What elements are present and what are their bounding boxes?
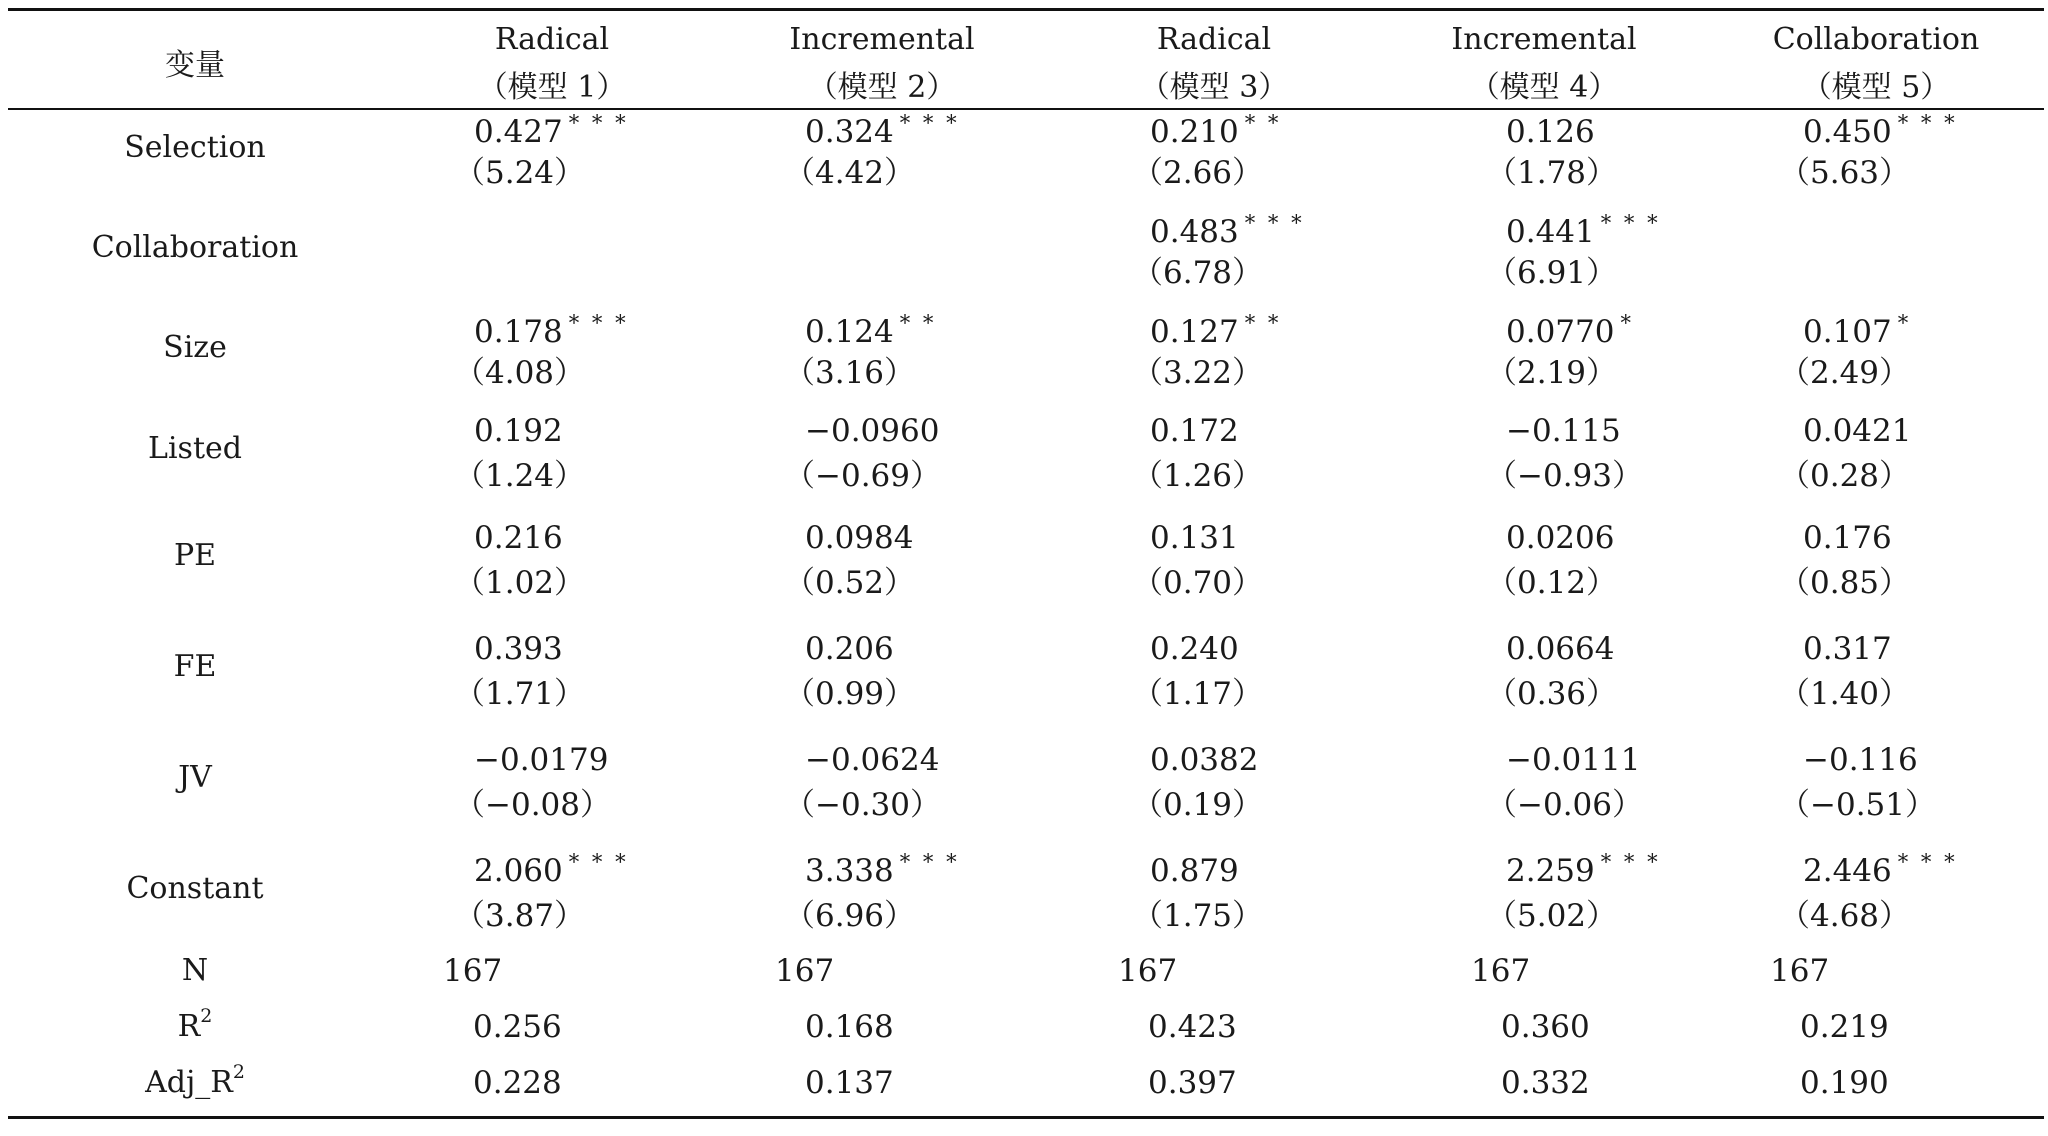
coefficient-cell [1150,404,1245,449]
coefficient-cell [474,305,629,350]
coefficient-cell [805,622,900,667]
coefficient-value: 0.0206 [1506,520,1615,556]
significance-stars: * * * [899,111,960,135]
coefficient-value: 0.176 [1803,520,1892,556]
t-statistic-cell: （−0.93） [1486,458,1643,494]
coefficient-value: 0.441 [1506,214,1595,250]
model-3-label: （模型 3） [1139,70,1289,105]
coefficient-value: 0.240 [1150,631,1239,667]
coefficient-cell [474,622,569,667]
t-statistic-cell: （1.71） [454,676,586,712]
stat-value-cell: 0.168 [805,1009,894,1045]
coefficient-value: 2.259 [1506,853,1595,889]
coefficient-cell [1150,205,1305,250]
coefficient-cell [1803,511,1898,556]
significance-stars: * * * [1897,111,1958,135]
coefficient-cell [1803,844,1958,889]
stat-label [145,1061,245,1101]
model-4-name: Incremental [1451,22,1637,57]
stat-value-cell: 167 [1118,953,1178,989]
t-statistic-cell: （6.91） [1486,255,1618,291]
stat-label-text: N [181,953,209,988]
coefficient-value: 0.427 [474,114,563,150]
coefficient-cell [1506,404,1627,449]
t-statistic-cell: （−0.69） [784,458,941,494]
stat-value-cell: 167 [443,953,503,989]
coefficient-cell [1803,305,1911,350]
coefficient-cell [1803,404,1917,449]
header-rule [8,108,2044,110]
coefficient-value: 0.206 [805,631,894,667]
t-statistic-cell: （1.26） [1132,458,1264,494]
t-statistic-cell: （0.70） [1132,565,1264,601]
t-statistic-cell: （−0.51） [1779,787,1936,823]
coefficient-value: 2.060 [474,853,563,889]
t-statistic-cell: （1.24） [454,458,586,494]
model-5-label: （模型 5） [1801,70,1951,105]
coefficient-value: 0.124 [805,314,894,350]
coefficient-value: 0.0382 [1150,742,1259,778]
coefficient-cell [805,733,945,778]
coefficient-value: 3.338 [805,853,894,889]
row-label: JV [178,760,212,795]
t-statistic-cell: （5.24） [454,155,586,191]
t-statistic-cell: （0.52） [784,565,916,601]
stat-value-cell: 0.360 [1501,1009,1590,1045]
coefficient-cell [805,305,936,350]
coefficient-value: −0.0624 [805,742,940,778]
stat-value-cell: 167 [775,953,835,989]
coefficient-cell [805,105,960,150]
t-statistic-cell: （3.22） [1132,355,1264,391]
coefficient-value: 0.210 [1150,114,1239,150]
significance-stars: * [1620,311,1634,335]
t-statistic-cell: （0.36） [1486,676,1618,712]
coefficient-cell [1150,105,1281,150]
coefficient-cell [1803,733,1924,778]
t-statistic-cell: （5.02） [1486,898,1618,934]
coefficient-value: 0.192 [474,413,563,449]
coefficient-cell [1803,105,1958,150]
model-3-name: Radical [1156,22,1272,57]
coefficient-cell [1150,733,1264,778]
significance-stars: * * * [1600,211,1661,235]
t-statistic-cell: （6.96） [784,898,916,934]
t-statistic-cell: （0.28） [1779,458,1911,494]
stat-value-cell: 0.397 [1148,1065,1237,1101]
t-statistic-cell: （1.75） [1132,898,1264,934]
t-statistic-cell: （1.02） [454,565,586,601]
coefficient-value: 0.324 [805,114,894,150]
coefficient-cell [1803,205,1809,250]
stat-label [177,1005,213,1045]
significance-stars: * * * [1600,850,1661,874]
row-label: Selection [124,130,266,165]
coefficient-cell [474,844,629,889]
stat-value-cell: 0.256 [473,1009,562,1045]
significance-stars: * * * [1897,850,1958,874]
stat-value-cell: 0.228 [473,1065,562,1101]
stat-label-superscript: 2 [232,1061,245,1083]
row-label: Constant [126,871,264,906]
coefficient-value: 0.127 [1150,314,1239,350]
coefficient-value: 0.131 [1150,520,1239,556]
coefficient-cell [1506,105,1601,150]
t-statistic-cell: （0.99） [784,676,916,712]
row-label: FE [173,649,217,684]
row-label: Size [163,330,227,365]
t-statistic-cell: （4.08） [454,355,586,391]
significance-stars: * [1897,311,1912,335]
coefficient-cell [805,205,811,250]
coefficient-value: 0.107 [1803,314,1892,350]
coefficient-value: 0.216 [474,520,563,556]
coefficient-value: −0.0111 [1506,742,1641,778]
coefficient-cell [805,844,960,889]
t-statistic-cell: （−0.30） [784,787,941,823]
coefficient-cell [474,733,614,778]
coefficient-cell [474,404,569,449]
coefficient-cell [474,511,569,556]
coefficient-value: 2.446 [1803,853,1892,889]
coefficient-value: 0.0664 [1506,631,1615,667]
t-statistic-cell: （3.16） [784,355,916,391]
t-statistic-cell: （2.49） [1779,355,1911,391]
significance-stars: * * * [568,311,629,335]
stat-label-text: Adj_R [145,1065,233,1100]
t-statistic-cell: （1.17） [1132,676,1264,712]
significance-stars: * * * [899,850,960,874]
t-statistic-cell: （4.68） [1779,898,1911,934]
t-statistic-cell: （2.19） [1486,355,1618,391]
coefficient-cell [1506,205,1661,250]
significance-stars: * * * [568,850,629,874]
significance-stars: * * * [568,111,629,135]
coefficient-cell [474,105,629,150]
coefficient-cell [1506,622,1620,667]
coefficient-value: 0.317 [1803,631,1892,667]
coefficient-value: 0.0421 [1803,413,1912,449]
coefficient-cell [1506,844,1661,889]
stat-label-superscript: 2 [200,1005,213,1027]
coefficient-cell [1803,622,1898,667]
coefficient-cell [1150,844,1245,889]
coefficient-cell [1150,511,1245,556]
coefficient-cell [1150,622,1245,667]
coefficient-value: −0.116 [1803,742,1918,778]
model-2-label: （模型 2） [807,70,957,105]
stat-value-cell: 167 [1770,953,1830,989]
model-5-name: Collaboration [1772,22,1980,57]
coefficient-cell [1150,305,1281,350]
stat-value-cell: 0.219 [1800,1009,1889,1045]
stat-value-cell: 0.423 [1148,1009,1237,1045]
model-4-label: （模型 4） [1469,70,1619,105]
coefficient-cell [1506,511,1620,556]
model-2-name: Incremental [789,22,975,57]
coefficient-value: 0.879 [1150,853,1239,889]
t-statistic-cell: （0.85） [1779,565,1911,601]
model-1-label: （模型 1） [477,70,627,105]
row-label: PE [173,538,217,573]
t-statistic-cell: （1.40） [1779,676,1911,712]
stat-label-text: R [177,1009,201,1044]
t-statistic-cell: （0.12） [1486,565,1618,601]
t-statistic-cell: （−0.06） [1486,787,1643,823]
t-statistic-cell: （3.87） [454,898,586,934]
t-statistic-cell: （5.63） [1779,155,1911,191]
coefficient-value: −0.0960 [805,413,940,449]
coefficient-value: 0.172 [1150,413,1239,449]
coefficient-cell [474,205,480,250]
stat-label [182,953,208,989]
stat-value-cell: 0.190 [1800,1065,1889,1101]
t-statistic-cell: （1.78） [1486,155,1618,191]
coefficient-value: 0.0984 [805,520,914,556]
model-1-name: Radical [494,22,610,57]
coefficient-cell [1506,305,1634,350]
coefficient-cell [805,511,919,556]
bottom-rule [8,1116,2044,1119]
stat-value-cell: 0.137 [805,1065,894,1101]
coefficient-value: 0.178 [474,314,563,350]
stat-value-cell: 0.332 [1501,1065,1590,1101]
coefficient-value: 0.450 [1803,114,1892,150]
variable-column-header: 变量 [165,48,225,83]
significance-stars: * * [1244,111,1282,135]
coefficient-cell [1506,733,1646,778]
coefficient-value: −0.115 [1506,413,1621,449]
t-statistic-cell: （2.66） [1132,155,1264,191]
stat-value-cell: 167 [1471,953,1531,989]
t-statistic-cell: （4.42） [784,155,916,191]
coefficient-value: −0.0179 [474,742,609,778]
t-statistic-cell: （0.19） [1132,787,1264,823]
t-statistic-cell: （6.78） [1132,255,1264,291]
row-label: Collaboration [91,230,299,265]
coefficient-value: 0.393 [474,631,563,667]
coefficient-value: 0.483 [1150,214,1239,250]
regression-table [8,8,2044,1120]
row-label: Listed [148,431,242,466]
coefficient-value: 0.0770 [1506,314,1615,350]
significance-stars: * * * [1244,211,1305,235]
coefficient-cell [805,404,945,449]
significance-stars: * * [1244,311,1282,335]
top-rule [8,8,2044,11]
coefficient-value: 0.126 [1506,114,1595,150]
significance-stars: * * [899,311,937,335]
t-statistic-cell: （−0.08） [454,787,611,823]
